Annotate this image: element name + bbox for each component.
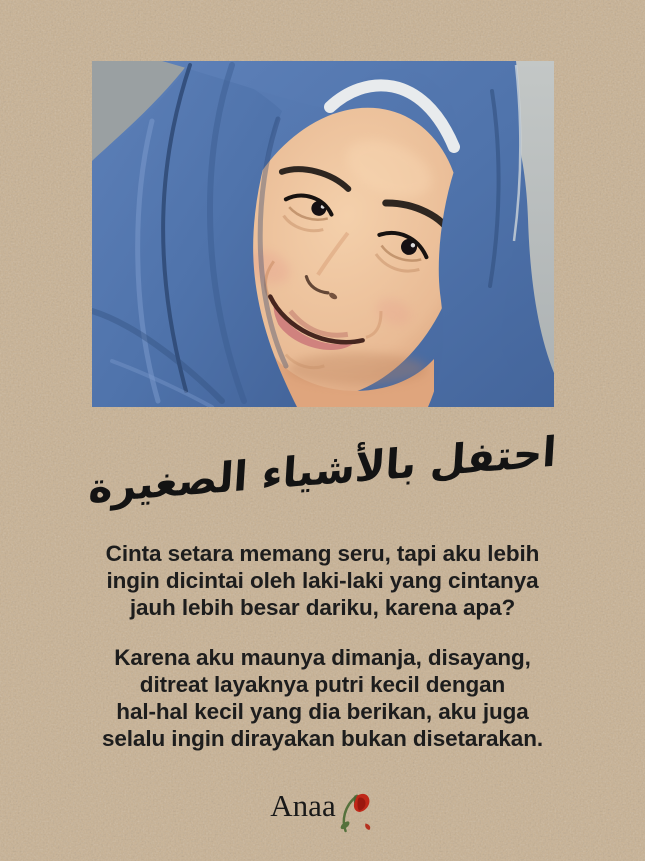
- wilted-rose-icon: [337, 788, 375, 834]
- quote-line: ditreat layaknya putri kecil dengan: [139, 672, 506, 697]
- signature-name: Anaa: [270, 788, 336, 823]
- portrait-photo: [92, 61, 554, 407]
- quote-line: hal-hal kecil yang dia berikan, aku juga: [116, 699, 529, 724]
- quote-line: ingin dicintai oleh laki-laki yang cintanya: [106, 568, 539, 593]
- arabic-title-text: احتفل بالأشياء الصغيرة: [87, 427, 558, 513]
- quote-paragraph-1: [0, 540, 645, 621]
- quote-line: Karena aku maunya dimanja, disayang,: [114, 645, 531, 670]
- arabic-title: [0, 424, 645, 524]
- quote-paragraph-2: [0, 644, 645, 752]
- signature: [0, 785, 645, 834]
- quote-line: selalu ingin dirayakan bukan disetarakan.: [101, 726, 544, 751]
- quote-line: jauh lebih besar dariku, karena apa?: [129, 595, 516, 620]
- quote-line: Cinta setara memang seru, tapi aku lebih: [105, 541, 540, 566]
